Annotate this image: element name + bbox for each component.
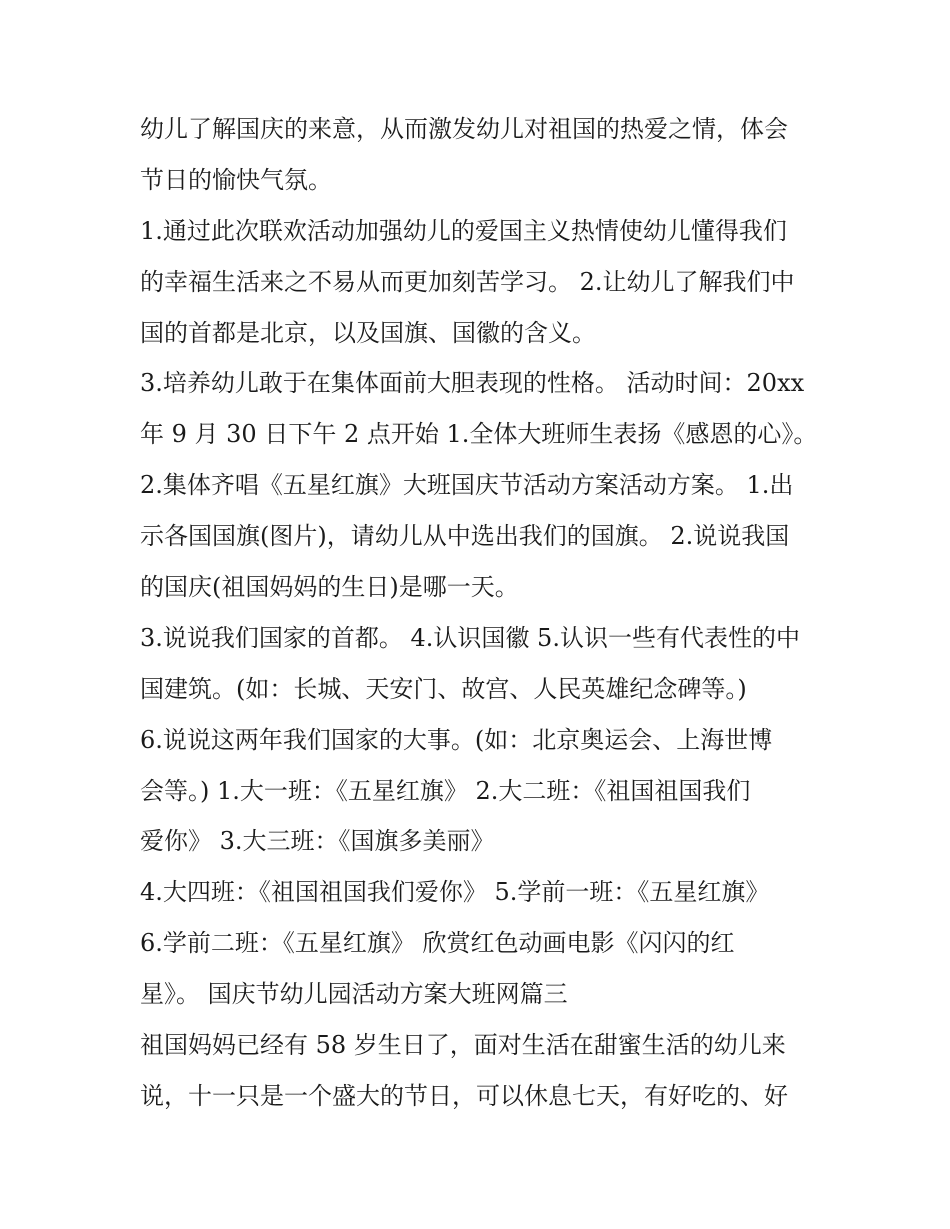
text-line: 星》。 国庆节幼儿园活动方案大班网篇三 (140, 980, 568, 1009)
text-line: 1.通过此次联欢活动加强幼儿的爱国主义热情使幼儿懂得我们 (140, 216, 787, 245)
text-line: 的国庆(祖国妈妈的生日)是哪一天。 (140, 573, 519, 602)
text-line: 祖国妈妈已经有 58 岁生日了，面对生活在甜蜜生活的幼儿来 (140, 1031, 786, 1060)
text-line: 爱你》 3.大三班：《国旗多美丽》 (140, 827, 495, 856)
text-line: 年 9 月 30 日下午 2 点开始 1.全体大班师生表扬《感恩的心》。 (140, 420, 818, 449)
text-line: 的幸福生活来之不易从而更加刻苦学习。 2.让幼儿了解我们中 (140, 267, 795, 296)
text-line: 幼儿了解国庆的来意，从而激发幼儿对祖国的热爱之情，体会 (140, 115, 788, 143)
text-line: 3.培养幼儿敢于在集体面前大胆表现的性格。 活动时间：20xx (140, 369, 805, 398)
text-line: 2.集体齐唱《五星红旗》大班国庆节活动方案活动方案。 1.出 (140, 471, 794, 500)
document-body (140, 104, 820, 1122)
text-line: 示各国国旗(图片)，请幼儿从中选出我们的国旗。 2.说说我国 (140, 522, 790, 551)
text-line: 节日的愉快气氛。 (140, 165, 332, 194)
text-line: 6.学前二班：《五星红旗》 欣赏红色动画电影《闪闪的红 (140, 929, 735, 958)
text-line: 说，十一只是一个盛大的节日，可以休息七天，有好吃的、好 (140, 1081, 788, 1110)
text-line: 3.说说我们国家的首都。 4.认识国徽 5.认识一些有代表性的中 (140, 623, 800, 652)
text-line: 会等。) 1.大一班：《五星红旗》 2.大二班：《祖国祖国我们 (140, 776, 751, 805)
text-line: 4.大四班：《祖国祖国我们爱你》 5.学前一班：《五星红旗》 (140, 878, 770, 907)
text-line: 国建筑。(如：长城、天安门、故宫、人民英雄纪念碑等。) (140, 674, 747, 703)
text-line: 国的首都是北京，以及国旗、国徽的含义。 (140, 318, 596, 347)
text-line: 6.说说这两年我们国家的大事。(如：北京奥运会、上海世博 (140, 725, 773, 754)
